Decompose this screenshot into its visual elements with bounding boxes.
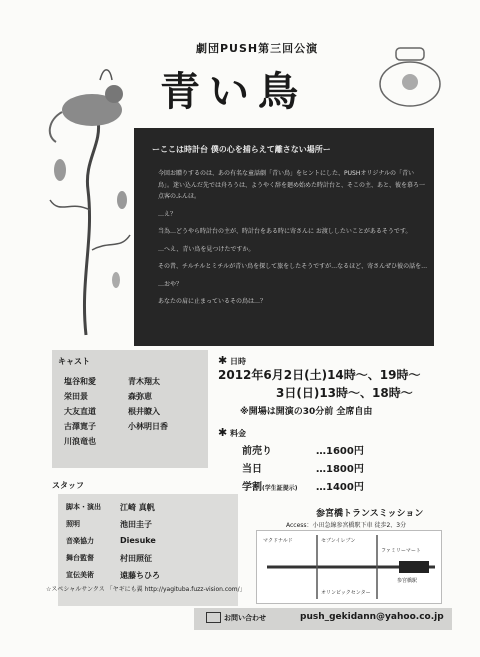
tagline: ーここは時計台 僕の心を捕らえて離さない場所ー xyxy=(152,145,331,154)
fee-row xyxy=(242,460,364,475)
map-label: オリンピックセンター xyxy=(321,590,371,596)
staff-row xyxy=(66,570,160,581)
staff-role: 宣伝美術 xyxy=(66,571,94,579)
star-icon: ✱ xyxy=(218,354,228,367)
cast-member: 大友直道 xyxy=(64,407,96,416)
fee-price: …1600円 xyxy=(316,446,364,457)
staff-name: 江崎 真帆 xyxy=(120,503,155,512)
staff-role: 音楽協力 xyxy=(66,537,94,545)
fee-heading xyxy=(218,426,246,439)
page-title: 青い鳥 xyxy=(160,68,307,115)
staff-row xyxy=(66,502,155,513)
venue-name: 参宮橋トランスミッション xyxy=(316,509,424,519)
map-label: セブンイレブン xyxy=(321,538,356,544)
cast-member: 青木翔太 xyxy=(128,377,160,386)
cast-member: 栄田景 xyxy=(64,392,88,401)
fee-type: 当日 xyxy=(242,464,262,475)
schedule-line-1: 2012年6月2日(土)14時〜、19時〜 xyxy=(218,368,421,382)
venue-access: Access：小田急線参宮橋駅下車 徒歩2、3分 xyxy=(286,522,407,529)
staff-role: 照明 xyxy=(66,520,80,528)
jar-illustration xyxy=(372,40,448,110)
fee-price: …1400円 xyxy=(316,482,364,493)
staff-row xyxy=(66,536,156,546)
fee-price: …1800円 xyxy=(316,464,364,475)
cast-member: 森弥恵 xyxy=(128,392,152,401)
contact-email[interactable]: push_gekidann@yahoo.co.jp xyxy=(300,612,444,622)
fee-note: (学生証提示) xyxy=(262,485,298,492)
cast-member: 塩谷和愛 xyxy=(64,377,96,386)
venue-map xyxy=(256,530,442,604)
cast-member: 川浪竜也 xyxy=(64,437,96,446)
fee-type: 前売り xyxy=(242,446,272,457)
staff-name: Diesuke xyxy=(120,536,156,545)
synopsis-paragraph: …おや？ xyxy=(158,280,183,288)
staff-role: 脚本・演出 xyxy=(66,503,101,511)
fee-label: 料金 xyxy=(230,429,247,438)
synopsis-paragraph: 当為…どうやら時計台の主が、時計台をある時に寄さんに お渡ししたいことがあるそうです。 xyxy=(158,228,412,235)
staff-name: 池田圭子 xyxy=(120,520,152,529)
contact-label: お問い合わせ xyxy=(224,614,266,622)
schedule-label: 日時 xyxy=(230,357,247,366)
synopsis-paragraph: …え？ xyxy=(158,210,177,218)
cast-member: 古澤寛子 xyxy=(64,422,96,431)
fee-row xyxy=(242,478,364,493)
map-label: ファミリーマート xyxy=(381,548,421,554)
fee-type-label: 学割 xyxy=(242,482,262,493)
fee-type xyxy=(242,478,316,493)
fee-row xyxy=(242,442,364,457)
cast-member: 根井瞭入 xyxy=(128,407,160,416)
map-label: 参宮橋駅 xyxy=(397,578,418,584)
synopsis-paragraph: …へえ、青い鳥を見つけたですか。 xyxy=(158,245,255,253)
synopsis-text xyxy=(158,168,428,314)
mail-icon xyxy=(206,612,221,623)
map-label: マクドナルド xyxy=(263,538,293,544)
troupe-line: 劇団PUSH第三回公演 xyxy=(196,42,319,55)
staff-row xyxy=(66,553,152,564)
bird-tree-illustration xyxy=(30,50,140,340)
staff-row xyxy=(66,519,152,530)
schedule-line-2: 3日(日)13時〜、18時〜 xyxy=(276,386,413,400)
cast-heading: キャスト xyxy=(58,357,90,366)
star-icon: ✱ xyxy=(218,426,228,439)
schedule-note: ※開場は開演の30分前 全席自由 xyxy=(240,407,373,417)
cast-list xyxy=(64,376,198,447)
staff-role: 舞台監督 xyxy=(66,554,94,562)
staff-name: 村田照征 xyxy=(120,554,152,563)
synopsis-paragraph: 今回お贈りするのは、あの有名な童話劇「青い鳥」をヒントにした、PUSHオリジナルの「青い鳥」。迷い込んだ先では舟ろうは、ようやく辞を廻め始めた時計台と、そこの主、あと、彼を慕ろ一点客のふんほ。 xyxy=(158,170,426,200)
synopsis-paragraph: その昔、チルチルとミチルが青い鳥を探して旅をしたそうですが…なるほど、寄さんぜひ彼の話を… xyxy=(158,263,428,270)
cast-member: 小林明日香 xyxy=(128,422,168,431)
special-thanks: ☆スペシャルサンクス 「ヤギにも翼 http://yagituba.fuzz-vision.com/」 xyxy=(46,586,246,593)
staff-heading: スタッフ xyxy=(52,481,84,490)
synopsis-paragraph: あなたの肩に止まっているその鳥は…？ xyxy=(158,298,267,305)
staff-name: 遠藤ちひろ xyxy=(120,571,160,580)
